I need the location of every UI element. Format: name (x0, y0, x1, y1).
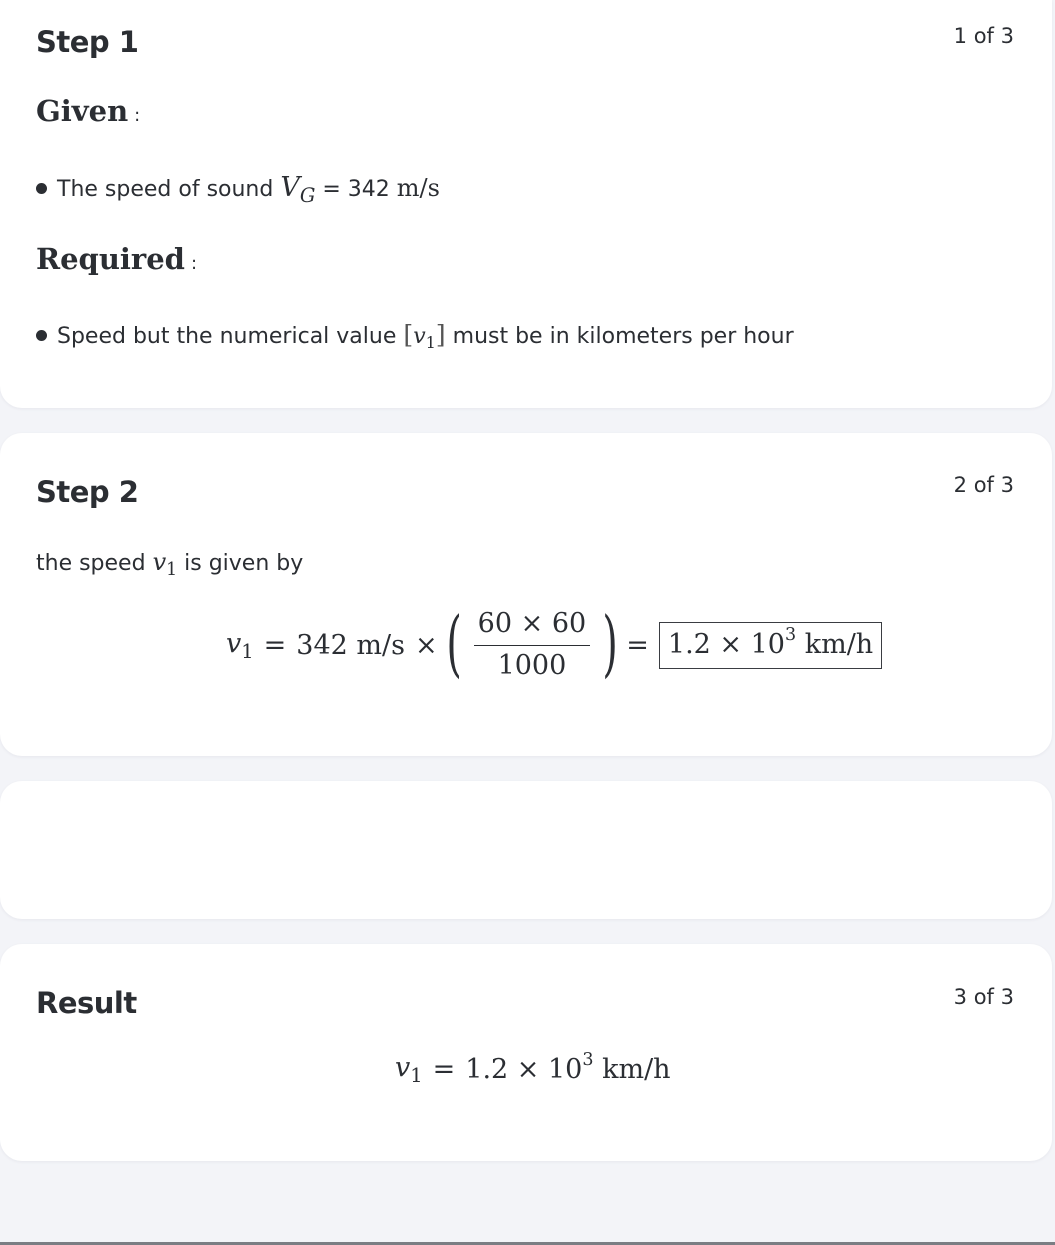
given-heading (36, 94, 140, 128)
conversion-fraction (474, 608, 591, 682)
right-bracket: ] (435, 320, 446, 349)
left-paren: ( (445, 601, 462, 685)
required-heading-label: Required (36, 242, 185, 276)
eq-equals-2: = (626, 629, 649, 661)
step-2-intro (36, 548, 303, 580)
step-1-counter: 1 of 3 (953, 24, 1014, 48)
intro-after: is given by (184, 551, 304, 576)
eq-equals: = (263, 629, 287, 661)
required-item (36, 320, 794, 352)
result-equation (395, 1042, 671, 1096)
step-2-counter: 2 of 3 (953, 473, 1014, 497)
result-value: $1.2 \times 10^3$ km/h (465, 1049, 671, 1085)
step-1-title: Step 1 (36, 25, 139, 59)
given-item-text: The speed of sound (57, 177, 274, 202)
intro-before: the speed (36, 551, 146, 576)
required-item-after: must be in kilometers per hour (452, 324, 794, 349)
eq-value: 342 m/s (296, 629, 405, 661)
step-1-card (0, 0, 1052, 408)
given-item-eq: = 342 (322, 177, 390, 202)
step-2-card (0, 433, 1052, 756)
bullet-icon (36, 330, 47, 341)
required-heading (36, 242, 197, 276)
given-heading-colon: : (134, 105, 141, 126)
result-equals: = (432, 1053, 456, 1085)
result-title: Result (36, 986, 137, 1020)
given-heading-label: Given (36, 94, 129, 128)
given-item-unit: m/s (396, 174, 440, 202)
eq-times: × (414, 629, 438, 661)
intro-var: $v_1$ (152, 548, 178, 581)
given-item-var: $V_G$ (280, 172, 316, 207)
required-item-var: $v_1$ (413, 324, 436, 352)
boxed-result: $1.2 \times 10^3$ km/h (659, 622, 882, 669)
right-paren: ) (602, 601, 618, 685)
speed-equation (226, 603, 882, 687)
required-heading-colon: : (190, 253, 198, 274)
eq-lhs: $v_1$ (226, 627, 254, 663)
fraction-denominator: 1000 (497, 649, 567, 681)
result-card (0, 944, 1052, 1161)
blank-card (0, 781, 1052, 919)
step-2-title: Step 2 (36, 475, 139, 509)
bullet-icon (36, 183, 47, 194)
result-counter: 3 of 3 (953, 985, 1014, 1009)
given-item (36, 172, 440, 207)
left-bracket: [ (403, 320, 414, 349)
required-item-before: Speed but the numerical value (57, 324, 397, 349)
result-lhs: $v_1$ (395, 1051, 423, 1087)
fraction-numerator: 60 × 60 (474, 608, 591, 645)
